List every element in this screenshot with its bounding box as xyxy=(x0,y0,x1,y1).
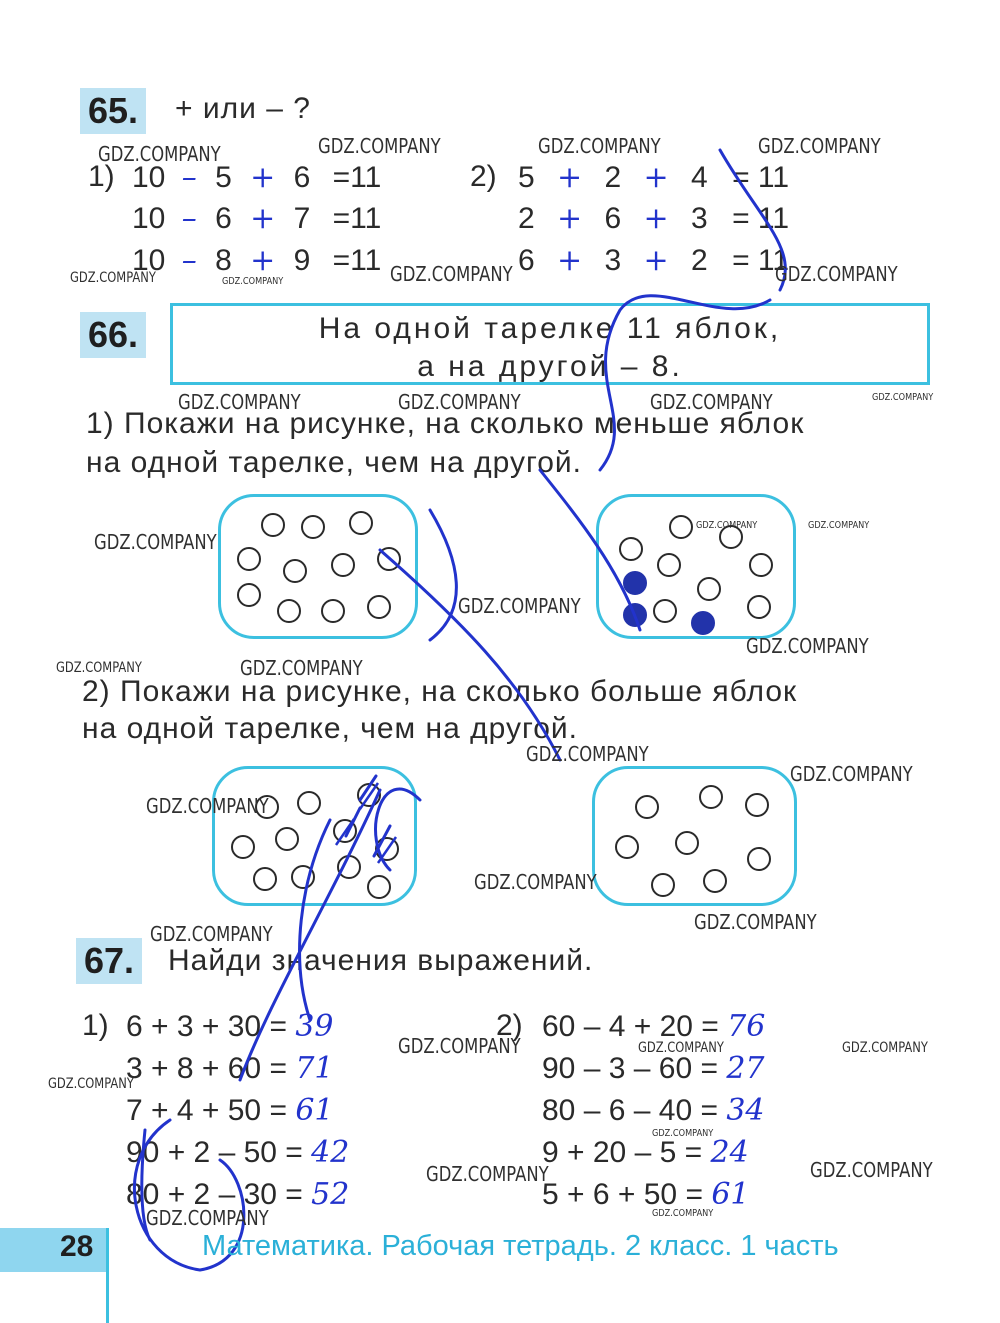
ex66-q1-line2: на одной тарелке, чем на другой. xyxy=(86,446,583,479)
watermark: GDZ.COMPANY xyxy=(758,134,881,158)
apple-marked xyxy=(623,603,647,627)
ex67-row: 9 + 20 – 5 = 24 xyxy=(542,1135,749,1170)
plate-q2-left xyxy=(212,766,417,906)
ex67-row: 90 – 3 – 60 = 27 xyxy=(542,1051,765,1086)
exercise-65-number: 65. xyxy=(80,88,146,134)
watermark: GDZ.COMPANY xyxy=(48,1076,134,1092)
watermark: GDZ.COMPANY xyxy=(474,870,597,894)
ex67-row: 80 – 6 – 40 = 34 xyxy=(542,1093,765,1128)
watermark: GDZ.COMPANY xyxy=(318,134,441,158)
apple xyxy=(337,855,361,879)
apple xyxy=(651,873,675,897)
apple-crossed xyxy=(333,819,357,843)
watermark: GDZ.COMPANY xyxy=(652,1208,714,1219)
apple xyxy=(697,577,721,601)
ex67-row: 5 + 6 + 50 = 61 xyxy=(542,1177,750,1212)
watermark: GDZ.COMPANY xyxy=(178,390,301,414)
watermark: GDZ.COMPANY xyxy=(222,276,284,287)
footer-divider xyxy=(106,1228,109,1323)
apple xyxy=(699,785,723,809)
watermark: GDZ.COMPANY xyxy=(146,794,269,818)
ex65-row: 5 + 2 + 4 = 11 xyxy=(518,160,790,195)
exercise-67-title: Найди значения выражений. xyxy=(168,944,594,977)
apple xyxy=(377,547,401,571)
watermark: GDZ.COMPANY xyxy=(98,142,221,166)
ex67-col1-label: 1) xyxy=(82,1009,109,1042)
watermark: GDZ.COMPANY xyxy=(150,922,273,946)
ex65-row: 10 – 5 + 6 =11 xyxy=(132,160,382,195)
watermark: GDZ.COMPANY xyxy=(810,1158,933,1182)
footer-title: Математика. Рабочая тетрадь. 2 класс. 1 часть xyxy=(202,1230,839,1262)
ex67-row: 90 + 2 – 50 = 42 xyxy=(126,1135,350,1170)
apple xyxy=(261,513,285,537)
plate-q1-right xyxy=(596,494,796,639)
watermark: GDZ.COMPANY xyxy=(94,530,217,554)
apple-marked xyxy=(623,571,647,595)
watermark: GDZ.COMPANY xyxy=(694,910,817,934)
apple xyxy=(349,511,373,535)
watermark: GDZ.COMPANY xyxy=(538,134,661,158)
apple xyxy=(745,793,769,817)
watermark: GDZ.COMPANY xyxy=(426,1162,549,1186)
apple xyxy=(297,791,321,815)
exercise-67-number: 67. xyxy=(76,938,142,984)
apple xyxy=(635,795,659,819)
apple xyxy=(277,599,301,623)
apple xyxy=(675,831,699,855)
apple xyxy=(747,595,771,619)
ex65-row: 6 + 3 + 2 = 11 xyxy=(518,243,790,278)
watermark: GDZ.COMPANY xyxy=(775,262,898,286)
ex67-row: 3 + 8 + 60 = 71 xyxy=(126,1051,334,1086)
ex66-task-box xyxy=(170,303,930,385)
watermark: GDZ.COMPANY xyxy=(652,1128,714,1139)
exercise-66-number: 66. xyxy=(80,312,146,358)
exercise-65-title: + или – ? xyxy=(175,92,311,125)
watermark: GDZ.COMPANY xyxy=(842,1040,928,1056)
apple-crossed xyxy=(357,783,381,807)
apple xyxy=(283,559,307,583)
apple xyxy=(747,847,771,871)
ex67-col2-label: 2) xyxy=(496,1009,523,1042)
watermark: GDZ.COMPANY xyxy=(808,520,870,531)
watermark: GDZ.COMPANY xyxy=(146,1206,269,1230)
apple xyxy=(321,599,345,623)
apple xyxy=(367,875,391,899)
apple xyxy=(237,583,261,607)
ex66-box-line2: а на другой – 8. xyxy=(417,350,683,383)
apple xyxy=(253,867,277,891)
watermark: GDZ.COMPANY xyxy=(240,656,363,680)
cross-mark xyxy=(372,833,402,867)
ex66-q2-line1: 2) Покажи на рисунке, на сколько больше яблок xyxy=(82,675,798,708)
watermark: GDZ.COMPANY xyxy=(70,270,156,286)
ex65-row: 10 – 8 + 9 =11 xyxy=(132,243,382,278)
apple xyxy=(669,515,693,539)
apple-crossed xyxy=(375,837,399,861)
ex66-box-line1: На одной тарелке 11 яблок, xyxy=(318,312,782,345)
watermark: GDZ.COMPANY xyxy=(390,262,513,286)
apple xyxy=(749,553,773,577)
plate-q2-right xyxy=(592,766,797,906)
watermark: GDZ.COMPANY xyxy=(872,392,934,403)
ex67-row: 80 + 2 – 30 = 52 xyxy=(126,1177,350,1212)
ex67-row: 6 + 3 + 30 = 39 xyxy=(126,1009,334,1044)
apple xyxy=(331,553,355,577)
watermark: GDZ.COMPANY xyxy=(56,660,142,676)
apple-marked xyxy=(691,611,715,635)
apple xyxy=(291,865,315,889)
apple xyxy=(237,547,261,571)
ex66-q1-line1: 1) Покажи на рисунке, на сколько меньше яблок xyxy=(86,407,805,440)
apple xyxy=(619,537,643,561)
apple xyxy=(657,553,681,577)
watermark: GDZ.COMPANY xyxy=(790,762,913,786)
cross-mark xyxy=(354,779,384,813)
apple xyxy=(275,827,299,851)
watermark: GDZ.COMPANY xyxy=(638,1040,724,1056)
watermark: GDZ.COMPANY xyxy=(696,520,758,531)
apple xyxy=(231,835,255,859)
apple xyxy=(615,835,639,859)
watermark: GDZ.COMPANY xyxy=(458,594,581,618)
apple xyxy=(703,869,727,893)
ex67-row: 7 + 4 + 50 = 61 xyxy=(126,1093,334,1128)
page-number: 28 xyxy=(60,1230,94,1263)
watermark: GDZ.COMPANY xyxy=(398,390,521,414)
watermark: GDZ.COMPANY xyxy=(398,1034,521,1058)
apple xyxy=(367,595,391,619)
apple xyxy=(653,599,677,623)
cross-mark xyxy=(330,815,360,849)
watermark: GDZ.COMPANY xyxy=(650,390,773,414)
plate-q1-left xyxy=(218,494,418,639)
ex65-col2-label: 2) xyxy=(470,160,497,193)
ex65-row: 10 – 6 + 7 =11 xyxy=(132,201,382,236)
watermark: GDZ.COMPANY xyxy=(526,742,649,766)
ex65-col1-label: 1) xyxy=(88,160,115,193)
apple xyxy=(301,515,325,539)
ex67-row: 60 – 4 + 20 = 76 xyxy=(542,1009,766,1044)
ex66-q2-line2: на одной тарелке, чем на другой. xyxy=(82,712,579,745)
watermark: GDZ.COMPANY xyxy=(746,634,869,658)
ex65-row: 2 + 6 + 3 = 11 xyxy=(518,201,790,236)
